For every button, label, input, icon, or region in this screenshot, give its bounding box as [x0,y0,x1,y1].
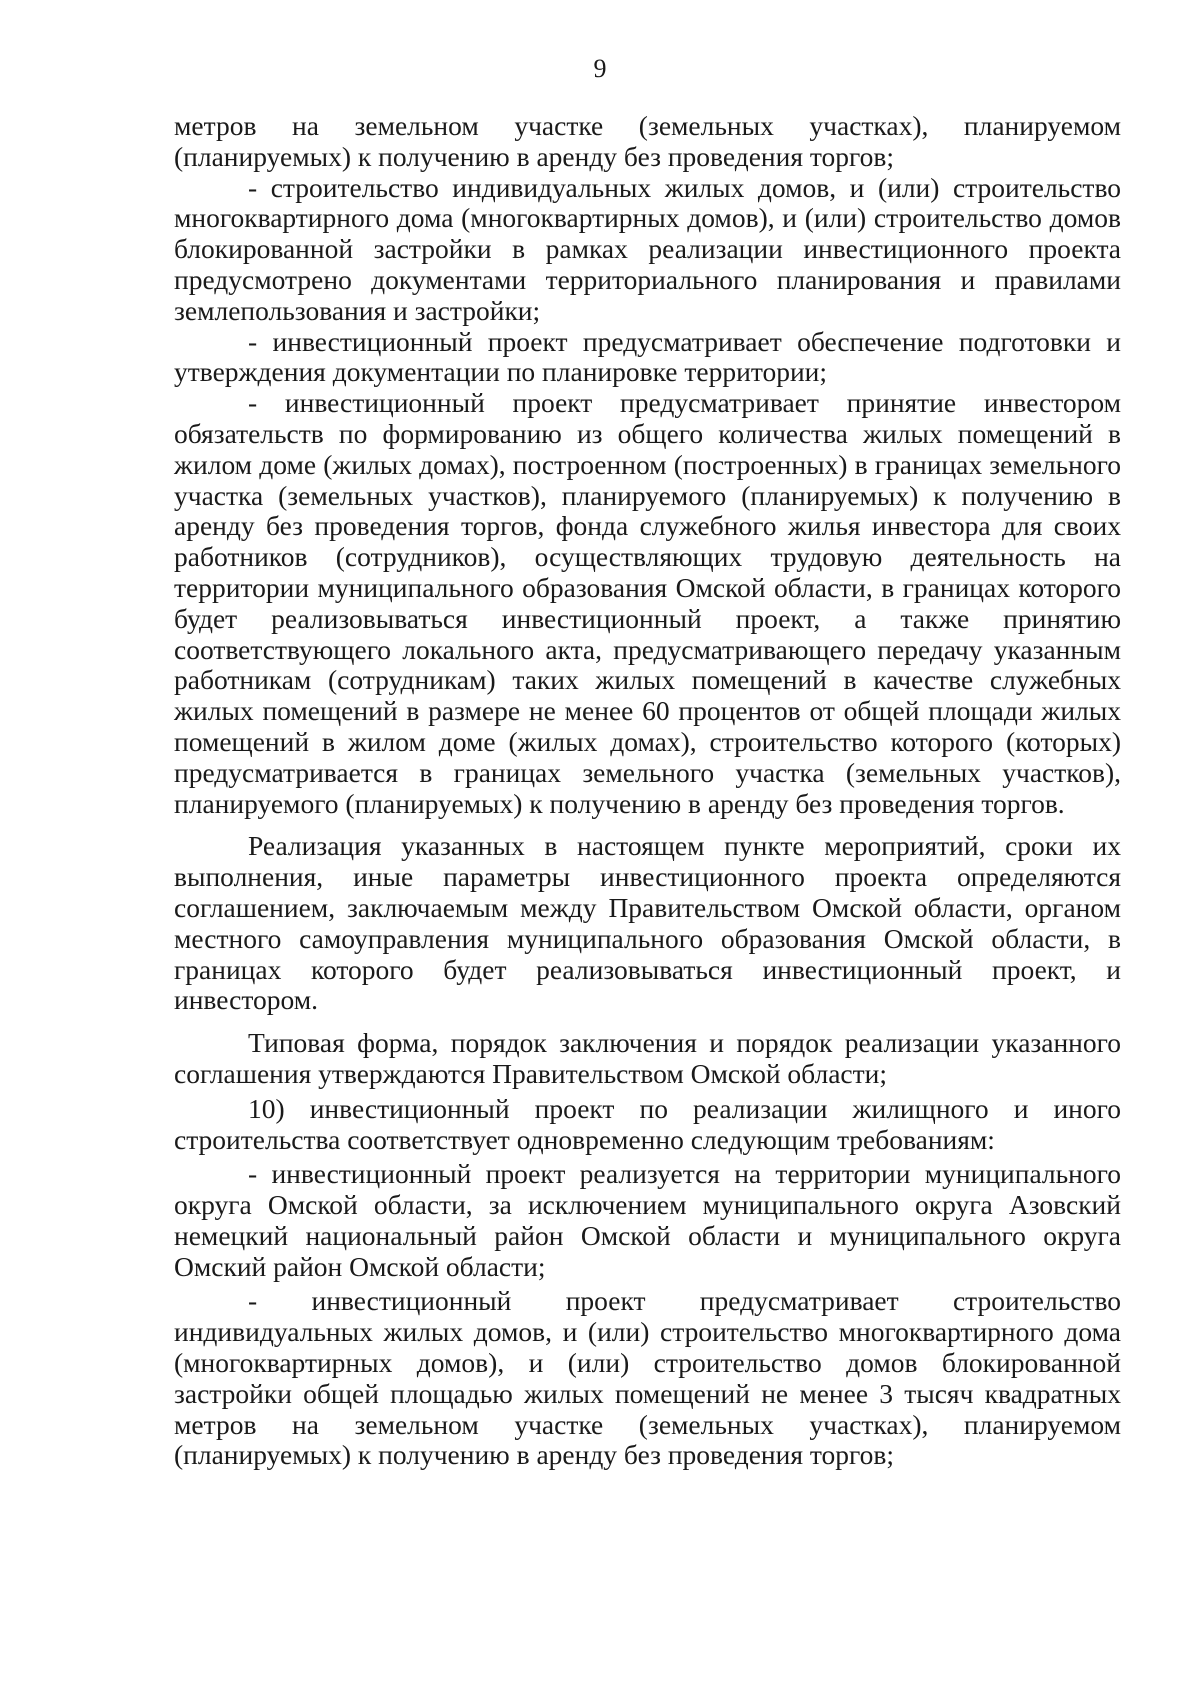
paragraph-bullet-territory-planning: - инвестиционный проект предусматривает обеспечение подготовки и утверждения документации по планировке территории; [174,325,1121,388]
paragraph-continuation: метров на земельном участке (земельных участках), планируемом (планируемых) к получению в аренду без проведения торгов; [174,110,1121,172]
paragraph-implementation-agreement: Реализация указанных в настоящем пункте мероприятий, сроки их выполнения, иные параметры инвестиционного проекта определяются соглашением, заключаемым между Правительством Омской области, органом местного самоуправления муниципального образования Омской области, в границах которого будет реализовываться инвестиционный проект, и инвестором. [174,830,1121,1016]
paragraph-bullet-construction-planning: - строительство индивидуальных жилых домов, и (или) строительство многоквартирного дома (многоквартирных домов), и (или) строительство домов блокированной застройки в рамках реализации инвестиционного проекта предусмотрено документами территориального планирования и правилами землепользования и застройки; [174,171,1121,326]
document-body [174,111,1121,1471]
paragraph-standard-form: Типовая форма, порядок заключения и порядок реализации указанного соглашения утверждаются Правительством Омской области; [174,1027,1121,1089]
page-number: 9 [593,54,607,83]
paragraph-item-10: 10) инвестиционный проект по реализации жилищного и иного строительства соответствует одновременно следующим требованиям: [174,1092,1121,1155]
paragraph-bullet-area-requirement: - инвестиционный проект предусматривает строительство индивидуальных жилых домов, и (или) строительство многоквартирного дома (многоквартирных домов), и (или) строительство домов блокированной застройки общей площадью жилых помещений не менее 3 тысяч квадратных метров на земельном участке (земельных участках), планируемом (планируемых) к получению в аренду без проведения торгов; [174,1285,1121,1471]
paragraph-bullet-service-housing: - инвестиционный проект предусматривает принятие инвестором обязательств по формированию из общего количества жилых помещений в жилом доме (жилых домах), построенном (построенных) в границах земельного участка (земельных участков), планируемого (планируемых) к получению в аренду без проведения торгов, фонда служебного жилья инвестора для своих работников (сотрудников), осуществляющих трудовую деятельность на территории муниципального образования Омской области, в границах которого будет реализовываться инвестиционный проект, а также принятию соответствующего локального акта, предусматривающего передачу указанным работникам (сотрудникам) таких жилых помещений в качестве служебных жилых помещений в размере не менее 60 процентов от общей площади жилых помещений в жилом доме (жилых домах), строительство которого (которых) предусматривается в границах земельного участка (земельных участков), планируемого (планируемых) к получению в аренду без проведения торгов. [174,387,1121,819]
paragraph-bullet-territory: - инвестиционный проект реализуется на территории муниципального округа Омской области, за исключением муниципального округа Азовский немецкий национальный район Омской области и муниципального округа Омский район Омской области; [174,1158,1121,1282]
